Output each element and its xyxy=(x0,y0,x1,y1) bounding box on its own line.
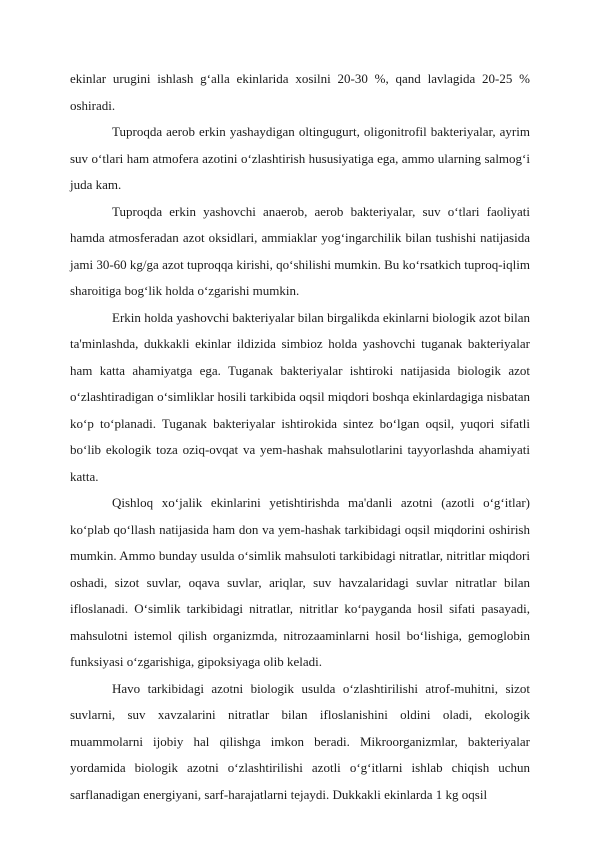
paragraph: Qishloq xo‘jalik ekinlarini yetishtirishda ma'danli azotni (azotli o‘g‘itlar) ko‘plab qo‘llash natijasida ham don va yem-hashak tarkibidagi oqsil miqdorini oshirish mumkin. Ammo bunday usulda o‘simlik mahsuloti tarkibidagi nitratlar, nitritlar miqdori oshadi, sizot suvlar, oqava suvlar, ariqlar, suv havzalaridagi suvlar nitratlar bilan ifloslanadi. O‘simlik tarkibidagi nitratlar, nitritlar ko‘payganda hosil sifati pasayadi, mahsulotni istemol qilish organizmda, nitrozaaminlarni hosil bo‘lishiga, gemoglobin funksiyasi o‘zgarishiga, gipoksiyaga olib keladi. xyxy=(70,495,530,669)
paragraph-continuation: ekinlar urugini ishlash g‘alla ekinlarida xosilni 20-30 %, qand lavlagida 20-25 % oshiradi. xyxy=(70,71,530,113)
document-body xyxy=(70,66,530,808)
paragraph: Erkin holda yashovchi bakteriyalar bilan birgalikda ekinlarni biologik azot bilan ta'minlashda, dukkakli ekinlar ildizida simbioz holda yashovchi tuganak bakteriyalar ham katta ahamiyatga ega. Tuganak bakteriyalar ishtiroki natijasida biologik azot o‘zlashtiradigan o‘simliklar hosili tarkibida oqsil miqdori boshqa ekinlardagiga nisbatan ko‘p to‘planadi. Tuganak bakteriyalar ishtirokida sintez bo‘lgan oqsil, yuqori sifatli bo‘lib ekologik toza oziq-ovqat va yem-hashak mahsulotlarini tayyorlashda ahamiyati katta. xyxy=(70,309,530,484)
paragraph: Havo tarkibidagi azotni biologik usulda o‘zlashtirilishi atrof-muhitni, sizot suvlarni, suv xavzalarini nitratlar bilan ifloslanishini oldini oladi, ekologik muammolarni ijobiy hal qilishga imkon beradi. Mikroorganizmlar, bakteriyalar yordamida biologik azotni o‘zlashtirilishi azotli o‘g‘itlarni ishlab chiqish uchun sarflanadigan energiyani, sarf-harajatlarni tejaydi. Dukkakli ekinlarda 1 kg oqsil xyxy=(70,680,530,802)
paragraph: Tuproqda aerob erkin yashaydigan oltingugurt, oligonitrofil bakteriyalar, ayrim suv o‘tlari ham atmofera azotini o‘zlashtirish hususiyatiga ega, ammo ularning salmog‘i juda kam. xyxy=(70,124,530,192)
paragraph: Tuproqda erkin yashovchi anaerob, aerob bakteriyalar, suv o‘tlari faoliyati hamda atmosferadan azot oksidlari, ammiaklar yog‘ingarchilik bilan tushishi natijasida jami 30-60 kg/ga azot tuproqqa kirishi, qo‘shilishi mumkin. Bu ko‘rsatkich tuproq-iqlim sharoitiga bog‘lik holda o‘zgarishi mumkin. xyxy=(70,203,531,298)
